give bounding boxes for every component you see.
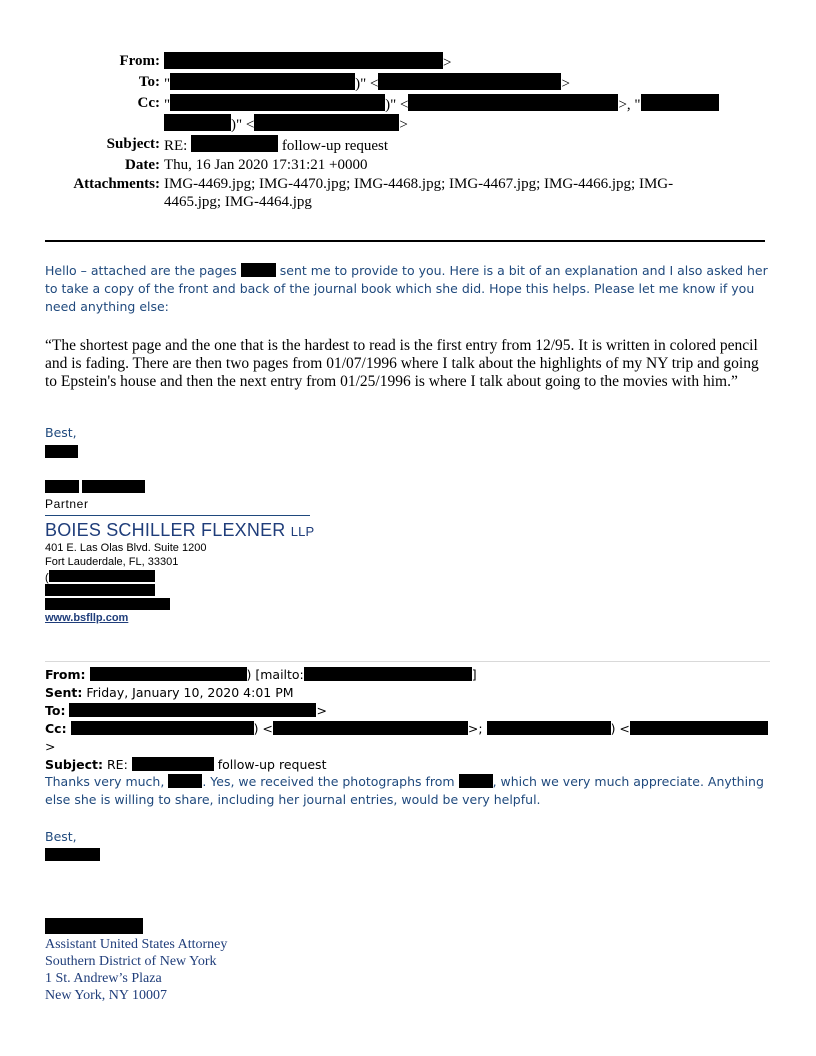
message1-paragraph bbox=[45, 262, 770, 316]
email-header bbox=[45, 52, 745, 212]
message2-subject-prefix: RE: bbox=[106, 757, 128, 772]
firm-phone bbox=[45, 570, 155, 584]
message2-cc-row bbox=[45, 720, 775, 756]
redaction bbox=[630, 721, 768, 735]
message2-text-part3: , which we very much appreciate. Anything else she is willing to share, including her journal entries, would be very helpful. bbox=[45, 774, 764, 807]
message2-cc-suffix: > bbox=[45, 739, 56, 754]
message2-sent-row bbox=[45, 684, 775, 702]
message2-sent-label: Sent: bbox=[45, 685, 83, 700]
redaction bbox=[164, 114, 231, 131]
redaction bbox=[487, 721, 611, 735]
attachments-label: Attachments: bbox=[73, 176, 160, 192]
message2-to-label: To: bbox=[45, 703, 66, 718]
message2-subject-suffix: follow-up request bbox=[217, 757, 327, 772]
message1-closing: Best, bbox=[45, 425, 77, 440]
redaction bbox=[49, 570, 155, 582]
message2-cc-mid2: >; bbox=[467, 721, 483, 736]
from-label: From: bbox=[119, 53, 160, 69]
message2-from-row bbox=[45, 666, 775, 684]
header-attachments-row bbox=[45, 175, 745, 211]
message2-cc-mid3: ) < bbox=[610, 721, 630, 736]
redaction bbox=[241, 263, 276, 277]
message2-from-label: From: bbox=[45, 667, 86, 682]
redaction bbox=[459, 774, 493, 788]
redaction bbox=[132, 757, 214, 771]
signer2-office: Southern District of New York bbox=[45, 954, 217, 969]
header-divider bbox=[45, 240, 765, 242]
attachments-line2: 4465.jpg; IMG-4464.jpg bbox=[164, 194, 312, 210]
date-value: Thu, 16 Jan 2020 17:31:21 +0000 bbox=[164, 157, 368, 173]
message2-text-part1: Thanks very much, bbox=[45, 774, 165, 789]
message2-paragraph bbox=[45, 773, 770, 809]
cc-label: Cc: bbox=[137, 95, 160, 111]
message2-text-part2: . Yes, we received the photographs from bbox=[202, 774, 455, 789]
redaction bbox=[164, 52, 443, 69]
signer2-address-line2: New York, NY 10007 bbox=[45, 988, 167, 1003]
signer-last-name-redaction bbox=[82, 480, 145, 493]
signer-name-redaction bbox=[45, 918, 143, 934]
redaction bbox=[90, 667, 247, 681]
subject-suffix: follow-up request bbox=[281, 138, 389, 154]
firm-name bbox=[45, 520, 314, 541]
message-divider bbox=[45, 661, 770, 662]
cc-suffix: > bbox=[399, 117, 408, 133]
phone-prefix: ( bbox=[45, 572, 49, 584]
firm-address-line1: 401 E. Las Olas Blvd. Suite 1200 bbox=[45, 542, 207, 554]
cc-mid1: )" < bbox=[385, 97, 409, 113]
redaction bbox=[641, 94, 719, 111]
redaction bbox=[170, 73, 355, 90]
message2-header bbox=[45, 666, 775, 774]
redaction bbox=[170, 94, 385, 111]
message2-subject-label: Subject: bbox=[45, 757, 103, 772]
message1-text-part2: sent me to provide to you. Here is a bit of an explanation and I also asked her to take a copy of the front and back of the journal book which she did. Hope this helps. Please let me know if you need anything else: bbox=[45, 263, 768, 314]
subject-prefix: RE: bbox=[164, 138, 188, 154]
signer-title: Partner bbox=[45, 497, 89, 511]
firm-name-text: BOIES SCHILLER FLEXNER bbox=[45, 520, 286, 540]
redaction bbox=[45, 584, 155, 596]
message2-from-mid: ) [mailto: bbox=[246, 667, 304, 682]
date-label: Date: bbox=[125, 157, 160, 173]
redaction bbox=[69, 703, 316, 717]
signature-divider bbox=[45, 515, 310, 516]
to-label: To: bbox=[138, 74, 160, 90]
redaction bbox=[71, 721, 254, 735]
redaction bbox=[378, 73, 561, 90]
attachments-line1: IMG-4469.jpg; IMG-4470.jpg; IMG-4468.jpg; IMG-4467.jpg; IMG-4466.jpg; IMG- bbox=[164, 176, 674, 192]
header-to-row: To: " )" < > bbox=[45, 73, 745, 93]
message1-text-part1: Hello – attached are the pages bbox=[45, 263, 237, 278]
message2-cc-mid1: ) < bbox=[253, 721, 273, 736]
signer2-address-line1: 1 St. Andrew’s Plaza bbox=[45, 971, 162, 986]
signature2-block bbox=[45, 936, 227, 1004]
firm-suffix: LLP bbox=[290, 524, 315, 539]
redaction bbox=[408, 94, 618, 111]
firm-website-link[interactable]: www.bsfllp.com bbox=[45, 612, 129, 624]
redaction bbox=[191, 135, 278, 152]
message2-closing: Best, bbox=[45, 829, 77, 844]
redaction bbox=[168, 774, 202, 788]
signer-first-name-redaction bbox=[45, 480, 79, 493]
subject-label: Subject: bbox=[106, 136, 160, 152]
header-from-row bbox=[45, 52, 745, 72]
signer2-title: Assistant United States Attorney bbox=[45, 937, 228, 952]
message2-subject-row bbox=[45, 756, 775, 774]
header-date-row bbox=[45, 156, 745, 174]
message2-from-suffix: ] bbox=[471, 667, 477, 682]
cc-mid3: )" < bbox=[231, 117, 255, 133]
redaction bbox=[273, 721, 468, 735]
message2-cc-label: Cc: bbox=[45, 721, 67, 736]
sender-name-redaction bbox=[45, 445, 78, 458]
redaction bbox=[304, 667, 472, 681]
firm-address-line2: Fort Lauderdale, FL, 33301 bbox=[45, 556, 179, 568]
to-mid: )" < bbox=[355, 76, 379, 92]
sender-name-redaction bbox=[45, 848, 100, 861]
header-subject-row bbox=[45, 135, 745, 155]
from-suffix: > bbox=[443, 55, 452, 71]
cc-mid2: >, " bbox=[618, 97, 641, 113]
redaction bbox=[45, 598, 170, 610]
header-cc-row: Cc: " )" < >, " )" < > bbox=[45, 94, 745, 134]
redaction bbox=[254, 114, 399, 131]
message2-to-suffix: > bbox=[316, 703, 327, 718]
journal-quote: “The shortest page and the one that is the hardest to read is the first entry from 12/95. It is written in colored pencil and is fading. There are then two pages from 01/07/1996 where I talk about the highlights of my NY trip and going to Epstein's house and then the next entry from 01/25/1996 is where I talk about going to the movies with him.” bbox=[45, 337, 759, 390]
message2-to-row bbox=[45, 702, 775, 720]
message2-sent-value: Friday, January 10, 2020 4:01 PM bbox=[86, 685, 294, 700]
to-suffix: > bbox=[561, 76, 570, 92]
